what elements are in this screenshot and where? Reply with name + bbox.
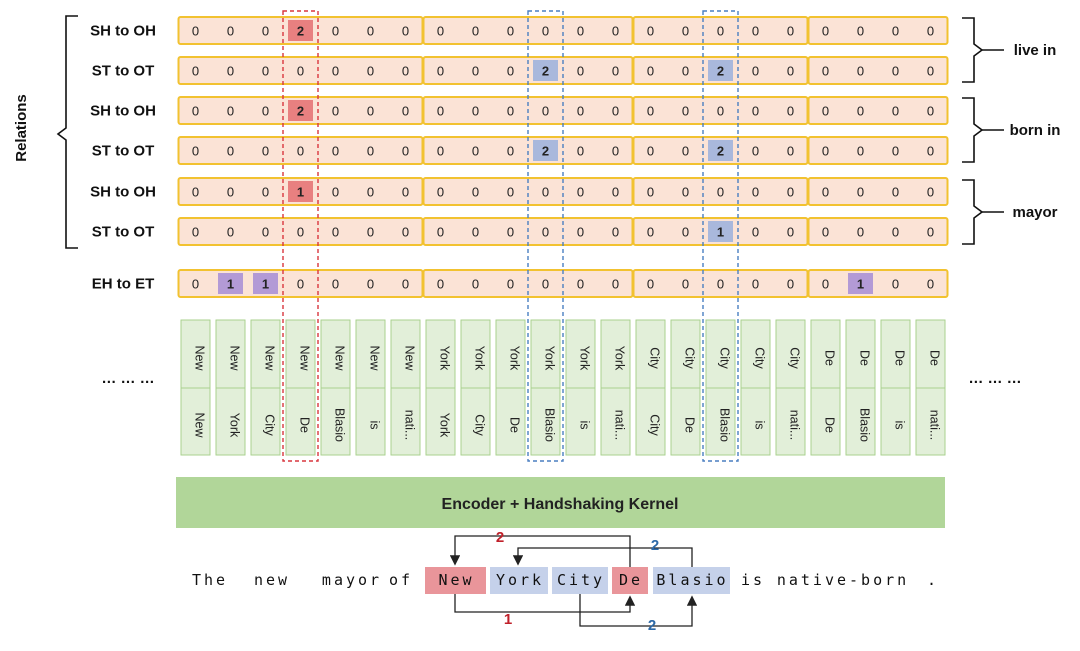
cell-value: 2 <box>296 103 305 119</box>
arrow-label: 2 <box>650 537 660 554</box>
cell-value: 0 <box>646 276 655 292</box>
highlighted-word: York <box>495 571 545 589</box>
cell-value: 0 <box>751 224 760 240</box>
cell-value: 0 <box>296 276 305 292</box>
token-tail: City <box>472 414 487 436</box>
cell-value: 2 <box>296 23 305 39</box>
token-head: City <box>752 347 767 369</box>
token-head: De <box>857 350 872 366</box>
token-head: New <box>367 345 382 371</box>
cell-value: 0 <box>436 276 445 292</box>
token-head: New <box>297 345 312 371</box>
cell-value: 0 <box>541 224 550 240</box>
cell-value: 0 <box>751 184 760 200</box>
token-tail: York <box>227 412 242 438</box>
token-head: City <box>717 347 732 369</box>
row-label: ST to OT <box>91 62 155 80</box>
arrow-label: 2 <box>495 529 505 546</box>
cell-value: 0 <box>646 184 655 200</box>
cell-value: 0 <box>401 23 410 39</box>
cell-value: 0 <box>331 63 340 79</box>
cell-value: 0 <box>191 143 200 159</box>
cell-value: 0 <box>471 63 480 79</box>
highlighted-word: New <box>438 571 475 589</box>
cell-value: 0 <box>366 23 375 39</box>
cell-value: 0 <box>611 184 620 200</box>
cell-value: 0 <box>261 23 270 39</box>
cell-value: 0 <box>401 224 410 240</box>
cell-value: 0 <box>576 63 585 79</box>
cell-value: 0 <box>471 224 480 240</box>
cell-value: 0 <box>506 143 515 159</box>
cell-value: 0 <box>576 224 585 240</box>
row-label: SH to OH <box>90 183 156 201</box>
cell-value: 0 <box>786 276 795 292</box>
token-head: New <box>192 345 207 371</box>
cell-value: 0 <box>506 103 515 119</box>
token-tail: is <box>577 420 592 430</box>
arrow-label: 1 <box>503 611 513 628</box>
token-tail: nati... <box>402 409 417 441</box>
token-tail: is <box>367 420 382 430</box>
cell-value: 0 <box>751 276 760 292</box>
cell-value: 0 <box>471 23 480 39</box>
cell-value: 0 <box>611 276 620 292</box>
cell-value: 0 <box>856 224 865 240</box>
cell-value: 0 <box>926 224 935 240</box>
token-pair <box>811 320 840 455</box>
token-pair <box>636 320 665 455</box>
token-tail: City <box>647 414 662 436</box>
relation-name: mayor <box>1012 204 1058 221</box>
row-label: SH to OH <box>90 102 156 120</box>
cell-value: 1 <box>296 184 305 200</box>
cell-value: 0 <box>856 184 865 200</box>
token-tail: is <box>752 420 767 430</box>
token-pair <box>881 320 910 455</box>
cell-value: 0 <box>611 63 620 79</box>
relations-brace <box>58 16 78 248</box>
token-pair <box>671 320 700 455</box>
cell-value: 0 <box>436 23 445 39</box>
token-head: York <box>507 345 522 371</box>
cell-value: 0 <box>891 143 900 159</box>
relation-brace <box>962 98 982 162</box>
cell-value: 0 <box>751 143 760 159</box>
token-tail: De <box>682 417 697 433</box>
cell-value: 0 <box>716 23 725 39</box>
cell-value: 0 <box>261 143 270 159</box>
cell-value: 0 <box>891 103 900 119</box>
cell-value: 0 <box>261 63 270 79</box>
highlighted-word: City <box>556 571 606 589</box>
cell-value: 0 <box>611 224 620 240</box>
cell-value: 0 <box>436 143 445 159</box>
arrow-blasio-to-york <box>518 548 692 567</box>
cell-value: 0 <box>191 63 200 79</box>
cell-value: 0 <box>646 103 655 119</box>
cell-value: 0 <box>331 23 340 39</box>
ellipsis-right: … … … <box>968 370 1022 387</box>
cell-value: 0 <box>436 184 445 200</box>
cell-value: 0 <box>856 103 865 119</box>
cell-value: 0 <box>786 23 795 39</box>
highlighted-word: Blasio <box>656 571 729 589</box>
token-pair <box>566 320 595 455</box>
cell-value: 0 <box>891 23 900 39</box>
sentence-word: native-born <box>776 571 910 589</box>
token-pair <box>251 320 280 455</box>
token-head: York <box>472 345 487 371</box>
cell-value: 0 <box>366 63 375 79</box>
cell-value: 0 <box>611 23 620 39</box>
cell-value: 0 <box>681 184 690 200</box>
token-tail: De <box>822 417 837 433</box>
cell-value: 0 <box>926 63 935 79</box>
token-tail: Blasio <box>332 407 347 443</box>
cell-value: 0 <box>751 63 760 79</box>
token-tail: De <box>507 417 522 433</box>
cell-value: 0 <box>366 224 375 240</box>
cell-value: 0 <box>331 103 340 119</box>
token-pair <box>286 320 315 455</box>
cell-value: 0 <box>786 103 795 119</box>
token-head: De <box>892 350 907 366</box>
token-tail: York <box>437 412 452 438</box>
cell-value: 0 <box>751 23 760 39</box>
cell-value: 0 <box>226 224 235 240</box>
token-head: City <box>787 347 802 369</box>
cell-value: 0 <box>891 224 900 240</box>
cell-value: 2 <box>716 63 725 79</box>
cell-value: 0 <box>646 143 655 159</box>
cell-value: 0 <box>611 143 620 159</box>
cell-value: 0 <box>506 23 515 39</box>
token-tail: Blasio <box>857 407 872 443</box>
input-sentence <box>192 567 939 594</box>
cell-value: 0 <box>191 103 200 119</box>
cell-value: 0 <box>506 184 515 200</box>
row-label: EH to ET <box>91 275 155 293</box>
cell-value: 0 <box>821 276 830 292</box>
token-tail: nati... <box>612 409 627 441</box>
cell-value: 0 <box>471 103 480 119</box>
cell-value: 0 <box>576 276 585 292</box>
cell-value: 0 <box>891 63 900 79</box>
cell-value: 0 <box>191 276 200 292</box>
cell-value: 0 <box>576 23 585 39</box>
cell-value: 0 <box>436 103 445 119</box>
sentence-word: mayor <box>321 571 383 589</box>
token-pair <box>776 320 805 455</box>
token-head: De <box>927 350 942 366</box>
cell-value: 0 <box>401 143 410 159</box>
cell-value: 0 <box>366 276 375 292</box>
cell-value: 0 <box>191 23 200 39</box>
cell-value: 0 <box>401 103 410 119</box>
cell-value: 0 <box>331 276 340 292</box>
matrix-row <box>90 17 947 44</box>
cell-value: 0 <box>716 276 725 292</box>
cell-value: 0 <box>821 103 830 119</box>
cell-value: 0 <box>191 224 200 240</box>
cell-value: 0 <box>926 143 935 159</box>
cell-value: 0 <box>541 276 550 292</box>
token-pair <box>426 320 455 455</box>
cell-value: 0 <box>926 103 935 119</box>
cell-value: 0 <box>681 63 690 79</box>
cell-value: 0 <box>331 184 340 200</box>
token-pair <box>321 320 350 455</box>
token-pair <box>496 320 525 455</box>
token-head: New <box>332 345 347 371</box>
row-label: SH to OH <box>90 22 156 40</box>
token-pair <box>601 320 630 455</box>
token-head: York <box>542 345 557 371</box>
cell-value: 0 <box>226 63 235 79</box>
token-pair <box>461 320 490 455</box>
token-pair <box>706 320 735 455</box>
cell-value: 2 <box>716 143 725 159</box>
token-head: New <box>227 345 242 371</box>
cell-value: 0 <box>821 143 830 159</box>
cell-value: 0 <box>646 23 655 39</box>
token-pair <box>846 320 875 455</box>
cell-value: 0 <box>226 143 235 159</box>
cell-value: 0 <box>856 143 865 159</box>
token-tail: Blasio <box>542 407 557 443</box>
cell-value: 0 <box>191 184 200 200</box>
cell-value: 0 <box>716 184 725 200</box>
cell-value: 0 <box>576 143 585 159</box>
token-head: New <box>262 345 277 371</box>
cell-value: 0 <box>436 63 445 79</box>
cell-value: 0 <box>366 103 375 119</box>
matrix-row <box>90 97 947 124</box>
cell-value: 1 <box>261 276 270 292</box>
cell-value: 0 <box>681 143 690 159</box>
token-pair <box>391 320 420 455</box>
row-label: ST to OT <box>91 223 155 241</box>
token-pair <box>531 320 560 455</box>
cell-value: 0 <box>681 23 690 39</box>
token-head: City <box>647 347 662 369</box>
encoder-label: Encoder + Handshaking Kernel <box>441 496 679 513</box>
cell-value: 0 <box>401 276 410 292</box>
cell-value: 0 <box>646 63 655 79</box>
token-tail: Blasio <box>717 407 732 443</box>
highlighted-word: De <box>618 571 644 589</box>
token-head: York <box>612 345 627 371</box>
sentence-word: of <box>388 571 414 589</box>
cell-value: 0 <box>471 276 480 292</box>
cell-value: 0 <box>716 103 725 119</box>
cell-value: 0 <box>576 103 585 119</box>
token-tail: is <box>892 420 907 430</box>
token-tail: New <box>192 412 207 438</box>
ellipsis-left: … … … <box>101 370 155 387</box>
cell-value: 0 <box>786 224 795 240</box>
token-pair <box>181 320 210 455</box>
matrix-row <box>90 178 947 205</box>
cell-value: 0 <box>821 224 830 240</box>
token-tail: nati... <box>927 409 942 441</box>
matrix-row <box>92 218 948 245</box>
cell-value: 0 <box>436 224 445 240</box>
relation-brace <box>962 180 982 244</box>
cell-value: 0 <box>261 184 270 200</box>
token-tail: nati... <box>787 409 802 441</box>
cell-value: 0 <box>401 63 410 79</box>
cell-value: 0 <box>226 103 235 119</box>
matrix-row <box>92 137 948 164</box>
cell-value: 0 <box>926 276 935 292</box>
cell-value: 0 <box>226 184 235 200</box>
relation-name: live in <box>1013 42 1057 59</box>
sentence-word: new <box>253 571 291 589</box>
cell-value: 1 <box>716 224 725 240</box>
cell-value: 0 <box>576 184 585 200</box>
sentence-word: . <box>926 571 940 589</box>
token-pair <box>741 320 770 455</box>
matrix-row <box>92 270 948 297</box>
cell-value: 0 <box>786 143 795 159</box>
cell-value: 0 <box>401 184 410 200</box>
cell-value: 0 <box>821 23 830 39</box>
cell-value: 1 <box>226 276 235 292</box>
cell-value: 0 <box>681 103 690 119</box>
cell-value: 0 <box>821 63 830 79</box>
cell-value: 0 <box>786 63 795 79</box>
cell-value: 0 <box>296 143 305 159</box>
cell-value: 0 <box>331 143 340 159</box>
cell-value: 0 <box>296 224 305 240</box>
cell-value: 0 <box>506 276 515 292</box>
cell-value: 0 <box>261 103 270 119</box>
cell-value: 0 <box>261 224 270 240</box>
sentence-word: is <box>740 571 766 589</box>
cell-value: 2 <box>541 143 550 159</box>
cell-value: 0 <box>611 103 620 119</box>
cell-value: 0 <box>296 63 305 79</box>
cell-value: 0 <box>926 23 935 39</box>
cell-value: 0 <box>891 184 900 200</box>
cell-value: 0 <box>506 224 515 240</box>
cell-value: 0 <box>681 224 690 240</box>
token-head: City <box>682 347 697 369</box>
token-tail: De <box>297 417 312 433</box>
cell-value: 0 <box>226 23 235 39</box>
cell-value: 0 <box>821 184 830 200</box>
relation-name: born in <box>1009 122 1061 139</box>
cell-value: 0 <box>541 23 550 39</box>
relation-braces <box>962 18 1060 244</box>
token-pair <box>916 320 945 455</box>
cell-value: 0 <box>751 103 760 119</box>
cell-value: 0 <box>506 63 515 79</box>
arrow-de-to-new <box>455 536 630 567</box>
matrix-row <box>92 57 948 84</box>
cell-value: 0 <box>541 184 550 200</box>
cell-value: 0 <box>856 23 865 39</box>
arrow-new-to-de <box>455 594 630 612</box>
token-tail: City <box>262 414 277 436</box>
cell-value: 0 <box>646 224 655 240</box>
cell-value: 0 <box>891 276 900 292</box>
arrow-city-to-blasio <box>580 594 692 626</box>
cell-value: 1 <box>856 276 865 292</box>
cell-value: 2 <box>541 63 550 79</box>
token-head: York <box>577 345 592 371</box>
cell-value: 0 <box>541 103 550 119</box>
token-head: De <box>822 350 837 366</box>
cell-value: 0 <box>331 224 340 240</box>
cell-value: 0 <box>471 184 480 200</box>
token-pair <box>356 320 385 455</box>
cell-value: 0 <box>366 184 375 200</box>
row-label: ST to OT <box>91 142 155 160</box>
token-pair <box>216 320 245 455</box>
cell-value: 0 <box>681 276 690 292</box>
cell-value: 0 <box>926 184 935 200</box>
token-head: New <box>402 345 417 371</box>
token-head: York <box>437 345 452 371</box>
arrow-label: 2 <box>647 617 657 634</box>
relations-label: Relations <box>13 94 30 162</box>
cell-value: 0 <box>786 184 795 200</box>
cell-value: 0 <box>471 143 480 159</box>
sentence-word: The <box>191 571 229 589</box>
relation-brace <box>962 18 982 82</box>
cell-value: 0 <box>856 63 865 79</box>
cell-value: 0 <box>366 143 375 159</box>
